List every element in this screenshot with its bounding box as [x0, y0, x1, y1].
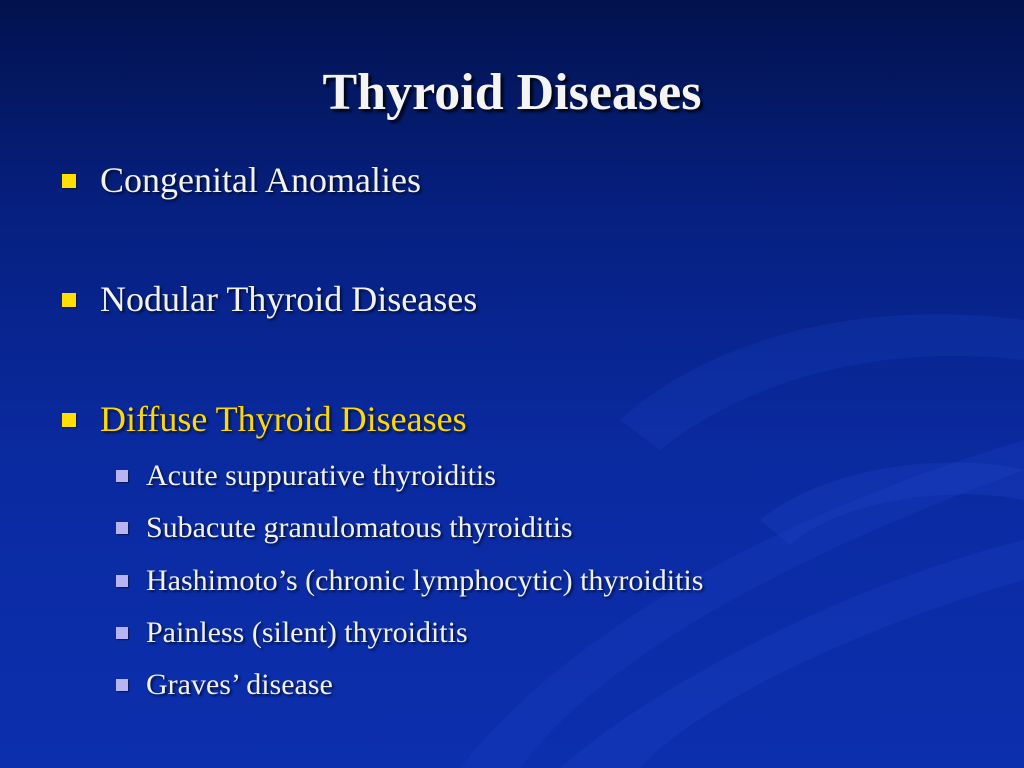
- bullet-square-icon: [62, 293, 76, 307]
- sub-bullet-square-icon: [116, 679, 128, 691]
- sub-bullet-label: Hashimoto’s (chronic lymphocytic) thyroiditis: [146, 564, 704, 597]
- sub-bullet-label: Painless (silent) thyroiditis: [146, 616, 468, 649]
- bullet-congenital-anomalies: [62, 160, 421, 200]
- bullet-label: Congenital Anomalies: [100, 160, 421, 200]
- bullet-square-icon: [62, 413, 76, 427]
- sub-bullet-square-icon: [116, 627, 128, 639]
- swirl-band-upper: [620, 314, 1024, 450]
- bullet-diffuse-thyroid-diseases: [62, 399, 467, 439]
- bullet-label: Diffuse Thyroid Diseases: [100, 399, 467, 439]
- sub-bullet-label: Subacute granulomatous thyroiditis: [146, 511, 573, 544]
- sub-bullet-label: Graves’ disease: [146, 668, 333, 701]
- sub-bullet-square-icon: [116, 470, 128, 482]
- bullet-label: Nodular Thyroid Diseases: [100, 279, 478, 319]
- sub-bullet-painless-silent: [116, 616, 468, 650]
- sub-bullet-square-icon: [116, 522, 128, 534]
- sub-bullet-label: Acute suppurative thyroiditis: [146, 459, 496, 492]
- bullet-nodular-thyroid-diseases: [62, 279, 477, 319]
- sub-bullet-square-icon: [116, 575, 128, 587]
- sub-bullet-graves-disease: [116, 668, 333, 702]
- bullet-square-icon: [62, 174, 76, 188]
- sub-bullet-subacute-granulomatous: [116, 511, 573, 545]
- sub-bullet-hashimoto: [116, 564, 703, 598]
- slide-title: Thyroid Diseases: [322, 64, 702, 121]
- sub-bullet-acute-suppurative: [116, 459, 496, 493]
